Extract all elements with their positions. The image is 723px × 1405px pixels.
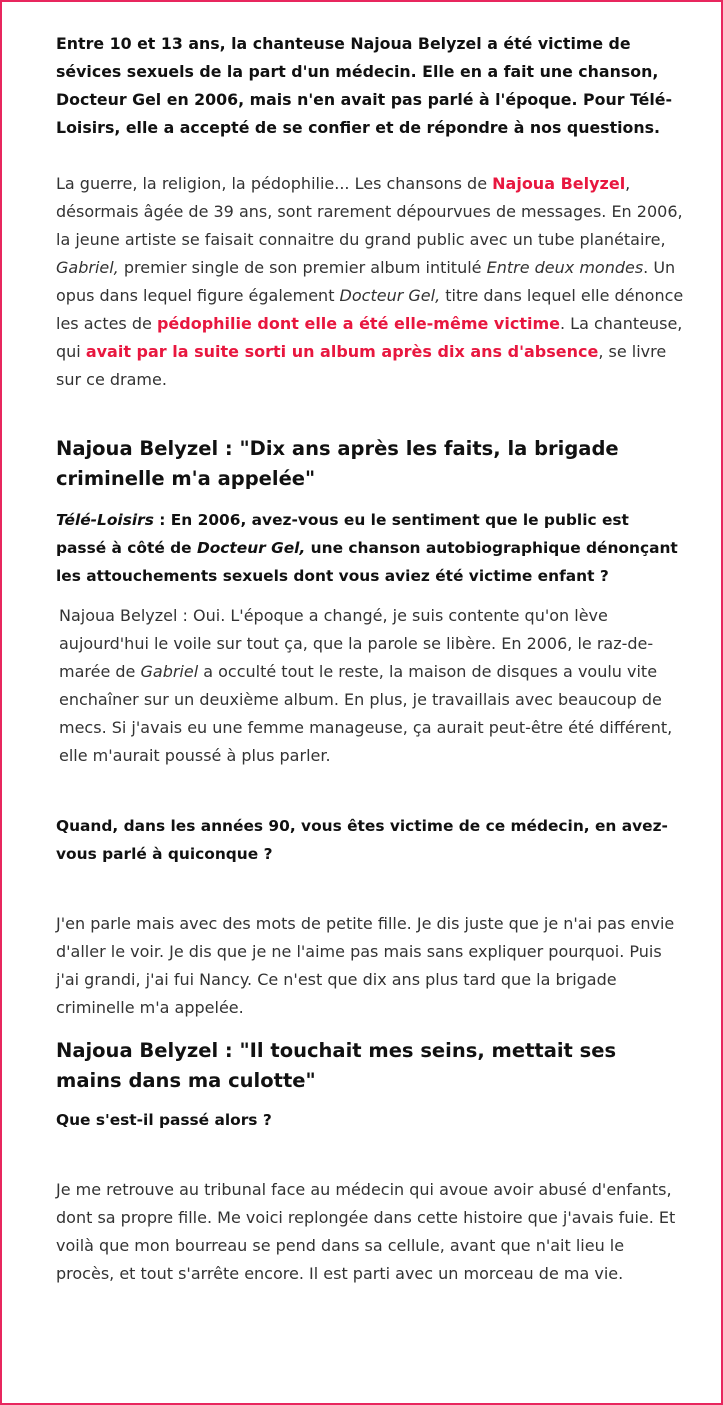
intro-gabriel: Gabriel, xyxy=(56,258,119,277)
link-pedophilie[interactable]: pédophilie dont elle a été elle-même victime xyxy=(156,314,560,333)
link-album-return[interactable]: avait par la suite sorti un album après dix ans d'absence xyxy=(85,342,599,361)
question-1-source: Télé-Loisirs xyxy=(56,511,154,529)
link-najoua-belyzel[interactable]: Najoua Belyzel xyxy=(492,174,626,193)
intro-album: Entre deux mondes xyxy=(486,258,644,277)
intro-text-6: . La chanteuse, qui xyxy=(56,314,683,361)
question-1 xyxy=(56,506,684,590)
intro-text-3: premier single de son premier album intitulé xyxy=(118,258,487,277)
question-1-song: Docteur Gel, xyxy=(196,539,306,557)
intro-paragraph xyxy=(56,170,684,394)
question-2: Quand, dans les années 90, vous êtes victime de ce médecin, en avez-vous parlé à quiconque ? xyxy=(56,817,668,863)
answer-1-text-1: Najoua Belyzel : Oui. L'époque a changé, je suis contente qu'on lève aujourd'hui le voile sur tout ça, que la parole se libère. En 2006, le raz-de-marée de xyxy=(59,606,654,681)
question-3: Que s'est-il passé alors ? xyxy=(56,1111,272,1129)
intro-text-4: . Un opus dans lequel figure également xyxy=(56,258,676,305)
intro-text-1: La guerre, la religion, la pédophilie... Les chansons de xyxy=(56,174,493,193)
intro-text-2: , désormais âgée de 39 ans, sont rarement dépourvues de messages. En 2006, la jeune artiste se faisait connaitre du grand public avec un tube planétaire, xyxy=(56,174,683,249)
intro-docteur-gel: Docteur Gel, xyxy=(339,286,441,305)
answer-3: Je me retrouve au tribunal face au médecin qui avoue avoir abusé d'enfants, dont sa propre fille. Me voici replongée dans cette histoire que j'avais fuie. Et voilà que mon bourreau se pend dans sa cellule, avant que n'ait lieu le procès, et tout s'arrête encore. Il est parti avec un morceau de ma vie. xyxy=(56,1180,676,1283)
section-heading-2: Najoua Belyzel : "Il touchait mes seins, mettait ses mains dans ma culotte" xyxy=(56,1039,617,1092)
intro-text-7: , se livre sur ce drame. xyxy=(56,342,667,389)
intro-text-5: titre dans lequel elle dénonce les actes de xyxy=(56,286,684,333)
answer-1-gabriel: Gabriel xyxy=(140,662,199,681)
question-1-text-1: : En 2006, avez-vous eu le sentiment que le public est passé à côté de xyxy=(56,511,629,557)
answer-1-text-2: a occulté tout le reste, la maison de disques a voulu vite enchaîner sur un deuxième album. En plus, je travaillais avec beaucoup de mecs. Si j'avais eu une femme manageuse, ça aurait peut-être été différent, elle m'aurait poussé à plus parler. xyxy=(59,662,673,765)
question-1-text-2: une chanson autobiographique dénonçant les attouchements sexuels dont vous aviez été victime enfant ? xyxy=(56,539,678,585)
answer-2: J'en parle mais avec des mots de petite fille. Je dis juste que je n'ai pas envie d'aller le voir. Je dis que je ne l'aime pas mais sans expliquer pourquoi. Puis j'ai grandi, j'ai fui Nancy. Ce n'est que dix ans plus tard que la brigade criminelle m'a appelée. xyxy=(56,914,675,1017)
article-chapo: Entre 10 et 13 ans, la chanteuse Najoua Belyzel a été victime de sévices sexuels de la part d'un médecin. Elle en a fait une chanson, Docteur Gel en 2006, mais n'en avait pas parlé à l'époque. Pour Télé-Loisirs, elle a accepté de se confier et de répondre à nos questions. xyxy=(56,34,673,137)
answer-1 xyxy=(56,602,684,770)
article-content xyxy=(56,30,684,1288)
section-heading-1: Najoua Belyzel : "Dix ans après les faits, la brigade criminelle m'a appelée" xyxy=(56,437,619,490)
